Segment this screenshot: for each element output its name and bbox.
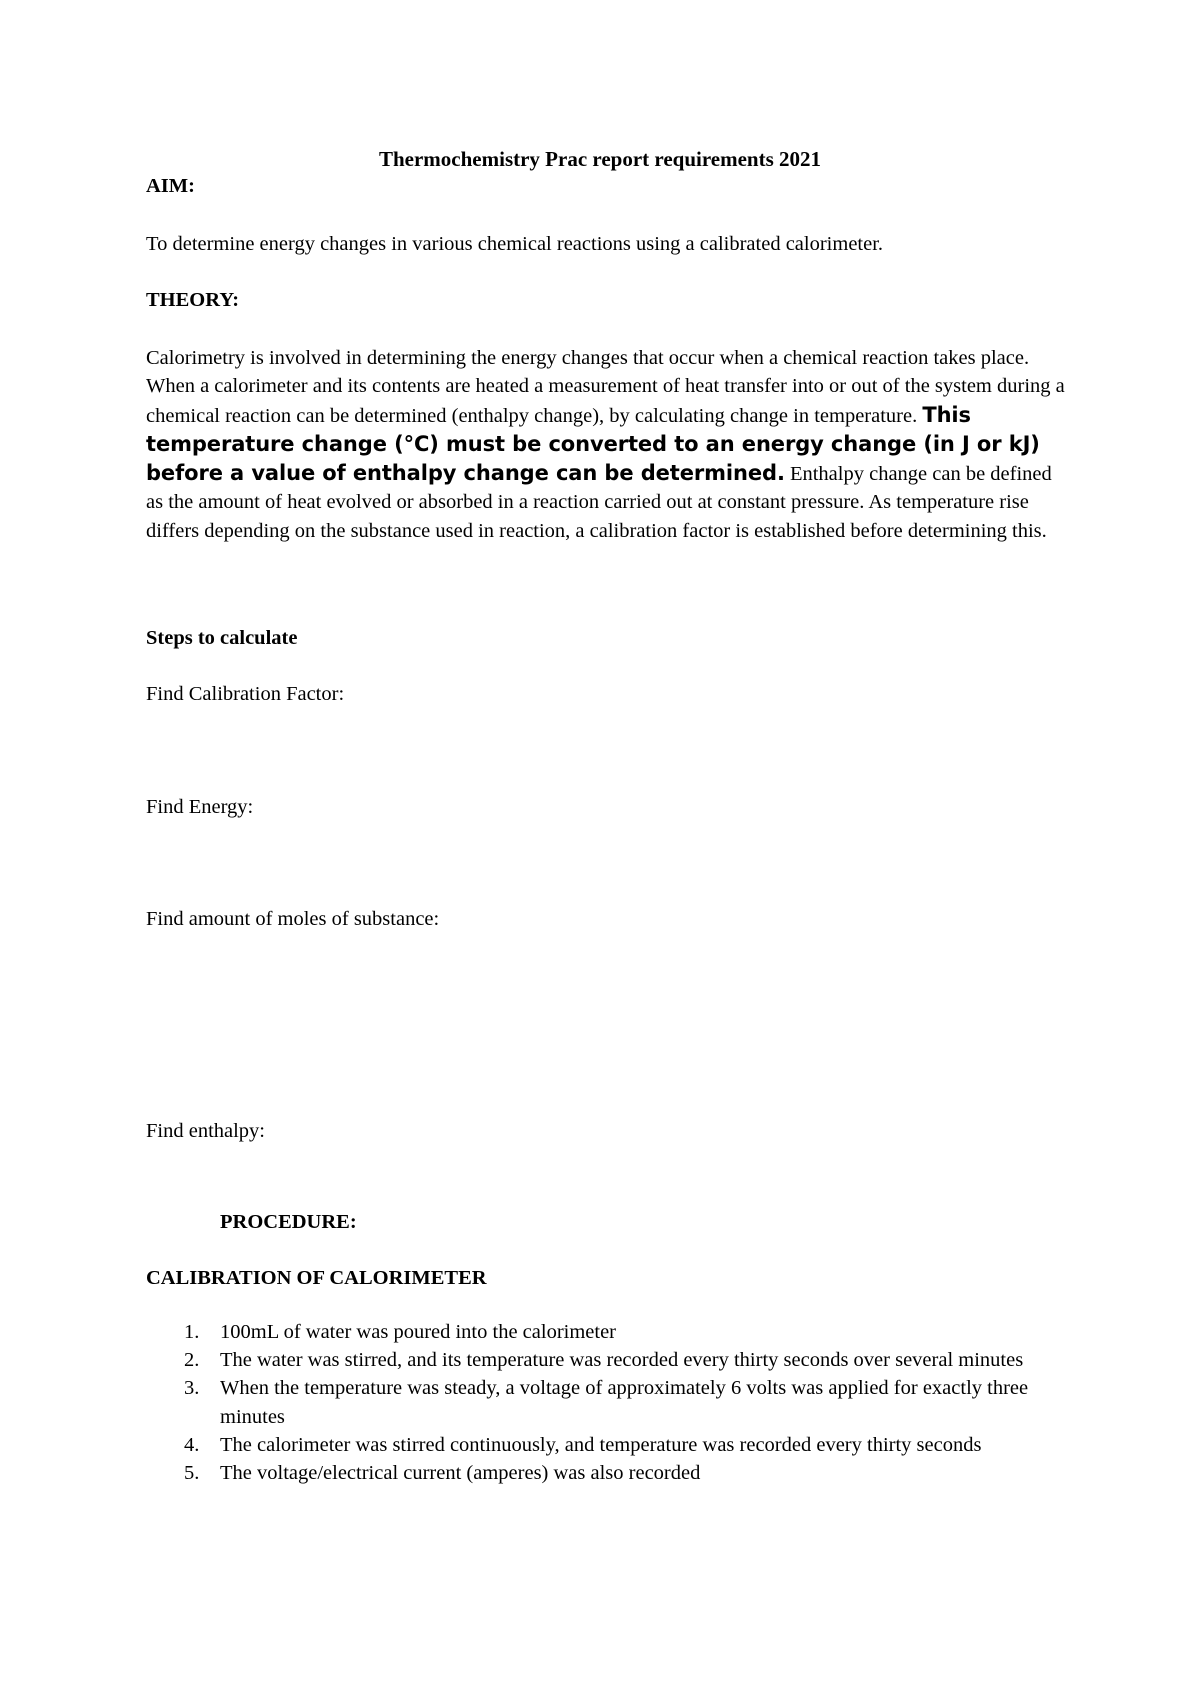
theory-emphasis: This temperature change (°C) must be converted to an energy change (in J or kJ) before a value of enthalpy change can be determined.	[146, 402, 1040, 486]
procedure-step	[146, 1318, 1066, 1346]
steps-heading: Steps to calculate	[146, 627, 298, 649]
step-enthalpy: Find enthalpy:	[146, 1120, 266, 1142]
theory-rest: Enthalpy change can be defined as the amount of heat evolved or absorbed in a reaction carried out at constant pressure. As temperature rise differs depending on the substance used in reaction, a calibration factor is established before determining this.	[146, 463, 1052, 542]
step-energy: Find Energy:	[146, 796, 254, 818]
step-calibration-factor: Find Calibration Factor:	[146, 683, 345, 705]
step-number: 3.	[184, 1377, 200, 1400]
step-text: 100mL of water was poured into the calorimeter	[220, 1321, 617, 1343]
step-text: The water was stirred, and its temperature was recorded every thirty seconds over several minutes	[220, 1349, 1024, 1372]
procedure-step	[146, 1431, 1066, 1459]
document-title: Thermochemistry Prac report requirements 2021	[378, 147, 822, 171]
step-text: When the temperature was steady, a voltage of approximately 6 volts was applied for exactly three minutes	[220, 1377, 1029, 1428]
step-number: 1.	[184, 1321, 200, 1343]
calibration-heading: CALIBRATION OF CALORIMETER	[146, 1267, 487, 1289]
theory-paragraph	[146, 344, 1066, 545]
step-moles: Find amount of moles of substance:	[146, 908, 440, 930]
step-text: The calorimeter was stirred continuously, and temperature was recorded every thirty seconds	[220, 1433, 982, 1456]
aim-heading: AIM:	[146, 175, 195, 197]
procedure-heading: PROCEDURE:	[220, 1211, 357, 1233]
step-number: 5.	[184, 1462, 200, 1485]
step-number: 4.	[184, 1433, 200, 1456]
theory-heading: THEORY:	[146, 289, 240, 311]
theory-intro: Calorimetry is involved in determining the energy changes that occur when a chemical reaction takes place. When a calorimeter and its contents are heated a measurement of heat transfer into or out of the system during a chemical reaction can be determined (enthalpy change), by calculating change in temperature.	[146, 347, 1065, 427]
procedure-step	[146, 1374, 1066, 1430]
aim-text: To determine energy changes in various chemical reactions using a calibrated calorimeter.	[146, 233, 884, 255]
procedure-step	[146, 1346, 1066, 1374]
step-number: 2.	[184, 1349, 200, 1372]
procedure-step	[146, 1459, 1066, 1487]
step-text: The voltage/electrical current (amperes) was also recorded	[220, 1462, 701, 1485]
procedure-steps-list	[146, 1318, 1066, 1487]
